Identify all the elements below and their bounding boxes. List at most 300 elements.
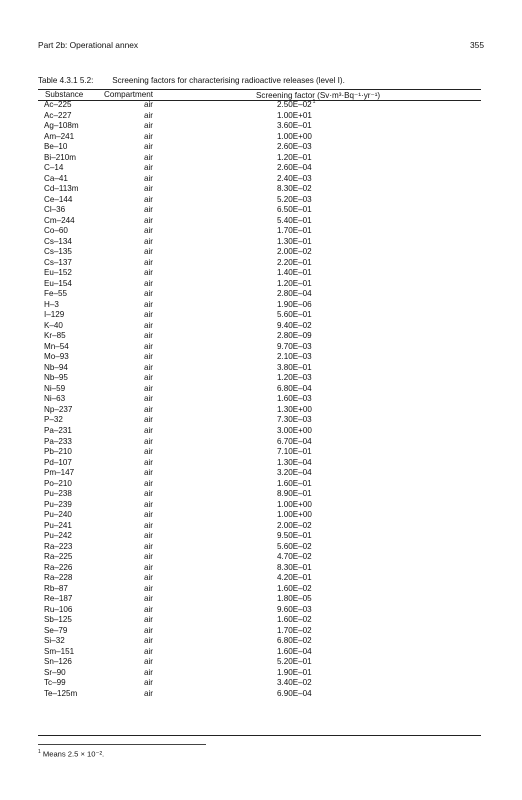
factor-cell (277, 437, 312, 448)
factor-value: 1.20E–01 (277, 278, 312, 288)
factor-value: 1.00E+00 (277, 131, 312, 141)
substance-cell: Sr–90 (44, 667, 66, 677)
factor-cell (277, 563, 312, 574)
table-row (38, 594, 481, 605)
substance-cell: Pu–240 (44, 510, 72, 520)
factor-value: 6.90E–04 (277, 688, 312, 698)
compartment-cell: air (144, 499, 153, 509)
factor-value: 5.60E–02 (277, 541, 312, 551)
compartment-cell: air (144, 173, 153, 183)
factor-value: 2.20E–01 (277, 257, 312, 267)
substance-cell: Se–79 (44, 625, 68, 635)
substance-cell: Ca–41 (44, 173, 68, 183)
factor-cell (277, 163, 312, 174)
substance-cell: Cm–244 (44, 215, 75, 225)
substance-cell: Cd–113m (44, 184, 79, 194)
factor-cell (277, 405, 312, 416)
table-row (38, 279, 481, 290)
factor-value: 6.70E–04 (277, 436, 312, 446)
compartment-cell: air (144, 268, 153, 278)
compartment-cell: air (144, 394, 153, 404)
factor-value: 8.30E–01 (277, 562, 312, 572)
table-row (38, 100, 481, 111)
substance-cell: H–3 (44, 299, 59, 309)
factor-value: 2.60E–03 (277, 142, 312, 152)
compartment-cell: air (144, 415, 153, 425)
substance-cell: Co–60 (44, 226, 68, 236)
compartment-cell: air (144, 247, 153, 257)
compartment-cell: air (144, 142, 153, 152)
factor-cell (277, 573, 312, 584)
substance-cell: Cs–134 (44, 236, 72, 246)
factor-cell (277, 500, 312, 511)
footnote-ref: 1 (312, 99, 316, 105)
factor-value: 4.70E–02 (277, 552, 312, 562)
substance-cell: Ac–225 (44, 100, 72, 109)
factor-value: 9.70E–03 (277, 341, 312, 351)
table-row (38, 342, 481, 353)
factor-value: 4.20E–01 (277, 573, 312, 583)
substance-cell: Pa–233 (44, 436, 72, 446)
factor-value: 2.10E–03 (277, 352, 312, 362)
factor-value: 3.20E–04 (277, 468, 312, 478)
compartment-cell: air (144, 184, 153, 194)
factor-value: 1.60E–02 (277, 615, 312, 625)
factor-value: 3.60E–01 (277, 121, 312, 131)
factor-cell (277, 216, 312, 227)
table-title: Screening factors for characterising radioactive releases (level I). (112, 76, 345, 85)
factor-value: 1.40E–01 (277, 268, 312, 278)
table-row (38, 668, 481, 679)
table-row (38, 500, 481, 511)
table-row (38, 268, 481, 279)
substance-cell: Ni–63 (44, 394, 66, 404)
substance-cell: Pu–239 (44, 499, 72, 509)
factor-cell (277, 426, 312, 437)
factor-cell (277, 542, 312, 553)
factor-cell (277, 468, 312, 479)
factor-value: 1.70E–02 (277, 625, 312, 635)
factor-cell (277, 605, 312, 616)
substance-cell: Eu–152 (44, 268, 72, 278)
factor-value: 7.30E–03 (277, 415, 312, 425)
table-number: Table 4.3.1 5.2: (38, 76, 94, 85)
compartment-cell: air (144, 289, 153, 299)
factor-cell (277, 237, 312, 248)
compartment-cell: air (144, 573, 153, 583)
factor-value: 1.60E–04 (277, 646, 312, 656)
compartment-cell: air (144, 352, 153, 362)
compartment-cell: air (144, 121, 153, 131)
table-row (38, 689, 481, 700)
substance-cell: Nb–94 (44, 362, 68, 372)
compartment-cell: air (144, 373, 153, 383)
column-header-factor: Screening factor (Sv·m³·Bq⁻¹·yr⁻¹) (256, 91, 381, 100)
factor-value: 6.50E–01 (277, 205, 312, 215)
factor-cell (277, 668, 312, 679)
compartment-cell: air (144, 636, 153, 646)
factor-value: 5.40E–01 (277, 215, 312, 225)
factor-cell (277, 289, 312, 300)
compartment-cell: air (144, 110, 153, 120)
factor-value: 2.80E–09 (277, 331, 312, 341)
substance-cell: Nb–95 (44, 373, 68, 383)
factor-value: 3.80E–01 (277, 362, 312, 372)
factor-cell (277, 205, 312, 216)
compartment-cell: air (144, 625, 153, 635)
substance-cell: C–14 (44, 163, 64, 173)
table-row (38, 352, 481, 363)
substance-cell: Cs–135 (44, 247, 72, 257)
compartment-cell: air (144, 657, 153, 667)
table-row (38, 615, 481, 626)
factor-value: 1.00E+01 (277, 110, 312, 120)
compartment-cell: air (144, 541, 153, 551)
table-row (38, 363, 481, 374)
table-header-row (38, 89, 481, 100)
factor-cell (277, 247, 312, 258)
table-row (38, 458, 481, 469)
substance-cell: Sn–126 (44, 657, 72, 667)
column-header-substance: Substance (45, 90, 84, 99)
compartment-cell: air (144, 278, 153, 288)
factor-cell (277, 132, 312, 143)
substance-cell: Ce–144 (44, 194, 73, 204)
substance-cell: Rb–87 (44, 583, 68, 593)
compartment-cell: air (144, 436, 153, 446)
factor-value: 2.40E–03 (277, 173, 312, 183)
factor-cell (277, 195, 312, 206)
factor-cell (277, 310, 312, 321)
table-row (38, 657, 481, 668)
table-row (38, 405, 481, 416)
table-row (38, 426, 481, 437)
table-row (38, 573, 481, 584)
table-row (38, 331, 481, 342)
substance-cell: Ra–226 (44, 562, 73, 572)
substance-cell: Pu–238 (44, 489, 72, 499)
substance-cell: Pa–231 (44, 425, 72, 435)
substance-cell: Mn–54 (44, 341, 69, 351)
factor-value: 1.30E–04 (277, 457, 312, 467)
compartment-cell: air (144, 226, 153, 236)
page-number: 355 (470, 40, 484, 50)
factor-value: 6.80E–04 (277, 383, 312, 393)
substance-cell: Np–237 (44, 404, 73, 414)
running-title: Part 2b: Operational annex (38, 40, 139, 50)
factor-cell (277, 489, 312, 500)
table-row (38, 142, 481, 153)
factor-cell (277, 384, 312, 395)
factor-value: 5.20E–03 (277, 194, 312, 204)
factor-cell (277, 226, 312, 237)
factor-value: 1.90E–01 (277, 667, 312, 677)
table-row (38, 489, 481, 500)
compartment-cell: air (144, 604, 153, 614)
compartment-cell: air (144, 362, 153, 372)
compartment-cell: air (144, 299, 153, 309)
compartment-cell: air (144, 331, 153, 341)
factor-cell (277, 415, 312, 426)
table-row (38, 447, 481, 458)
factor-cell (277, 258, 312, 269)
factor-cell (277, 647, 312, 658)
substance-cell: Tc–99 (44, 678, 66, 688)
substance-cell: Ru–106 (44, 604, 73, 614)
substance-cell: Pu–241 (44, 520, 72, 530)
table-body (38, 100, 481, 699)
compartment-cell: air (144, 205, 153, 215)
substance-cell: Fe–55 (44, 289, 67, 299)
factor-value: 1.30E–01 (277, 236, 312, 246)
substance-cell: Cl–36 (44, 205, 66, 215)
factor-value: 2.60E–04 (277, 163, 312, 173)
factor-cell (277, 521, 312, 532)
table-row (38, 563, 481, 574)
substance-cell: Kr–85 (44, 331, 66, 341)
substance-cell: Eu–154 (44, 278, 72, 288)
table-row (38, 111, 481, 122)
compartment-cell: air (144, 194, 153, 204)
compartment-cell: air (144, 163, 153, 173)
table-row (38, 678, 481, 689)
substance-cell: Ra–225 (44, 552, 73, 562)
table-caption (38, 76, 345, 85)
factor-cell (277, 615, 312, 626)
table-row (38, 237, 481, 248)
compartment-cell: air (144, 667, 153, 677)
factor-cell (277, 510, 312, 521)
factor-value: 8.30E–02 (277, 184, 312, 194)
footnote-rule (38, 744, 206, 745)
factor-value: 1.60E–02 (277, 583, 312, 593)
table-row (38, 626, 481, 637)
compartment-cell: air (144, 447, 153, 457)
factor-cell (277, 300, 312, 311)
factor-cell (277, 689, 312, 700)
table-row (38, 289, 481, 300)
factor-cell (277, 352, 312, 363)
factor-cell (277, 174, 312, 185)
factor-value: 2.00E–02 (277, 520, 312, 530)
factor-value: 9.50E–01 (277, 531, 312, 541)
table-row (38, 300, 481, 311)
compartment-cell: air (144, 404, 153, 414)
substance-cell: Po–210 (44, 478, 72, 488)
substance-cell: Si–32 (44, 636, 65, 646)
table-row (38, 174, 481, 185)
compartment-cell: air (144, 583, 153, 593)
table-row (38, 531, 481, 542)
factor-value: 1.00E+00 (277, 510, 312, 520)
table-row (38, 132, 481, 143)
footnote (38, 749, 104, 759)
compartment-cell: air (144, 688, 153, 698)
substance-cell: P–32 (44, 415, 63, 425)
table-row (38, 195, 481, 206)
compartment-cell: air (144, 646, 153, 656)
compartment-cell: air (144, 520, 153, 530)
factor-cell (277, 594, 312, 605)
substance-cell: Sm–151 (44, 646, 75, 656)
factor-value: 2.00E–02 (277, 247, 312, 257)
factor-cell (277, 626, 312, 637)
page-header (38, 40, 484, 54)
compartment-cell: air (144, 100, 153, 109)
compartment-cell: air (144, 152, 153, 162)
substance-cell: Cs–137 (44, 257, 72, 267)
compartment-cell: air (144, 320, 153, 330)
table-row (38, 184, 481, 195)
table-row (38, 205, 481, 216)
factor-value: 3.00E+00 (277, 425, 312, 435)
factor-value: 1.30E+00 (277, 404, 312, 414)
footnote-text: Means 2.5 × 10⁻². (42, 749, 105, 759)
table-row (38, 310, 481, 321)
compartment-cell: air (144, 489, 153, 499)
substance-cell: Mo–93 (44, 352, 69, 362)
compartment-cell: air (144, 310, 153, 320)
compartment-cell: air (144, 562, 153, 572)
factor-cell (277, 153, 312, 164)
table-row (38, 605, 481, 616)
factor-cell (277, 121, 312, 132)
factor-value: 1.20E–01 (277, 152, 312, 162)
table-row (38, 510, 481, 521)
factor-value: 7.10E–01 (277, 447, 312, 457)
compartment-cell: air (144, 531, 153, 541)
factor-cell (277, 678, 312, 689)
table-row (38, 468, 481, 479)
compartment-cell: air (144, 510, 153, 520)
substance-cell: Pm–147 (44, 468, 75, 478)
compartment-cell: air (144, 457, 153, 467)
factor-cell (277, 394, 312, 405)
table-row (38, 321, 481, 332)
factor-cell (277, 636, 312, 647)
table-row (38, 415, 481, 426)
table-row (38, 373, 481, 384)
substance-cell: Ag–108m (44, 121, 79, 131)
compartment-cell: air (144, 425, 153, 435)
compartment-cell: air (144, 594, 153, 604)
table-row (38, 636, 481, 647)
table-bottom-rule (38, 735, 481, 736)
column-header-compartment: Compartment (104, 90, 154, 99)
factor-cell (277, 584, 312, 595)
table-row (38, 542, 481, 553)
factor-cell (277, 111, 312, 122)
table-row (38, 121, 481, 132)
substance-cell: Bi–210m (44, 152, 76, 162)
substance-cell: Te–125m (44, 688, 78, 698)
factor-cell (277, 331, 312, 342)
compartment-cell: air (144, 468, 153, 478)
factor-cell (277, 657, 312, 668)
table-row (38, 216, 481, 227)
factor-value: 1.90E–06 (277, 299, 312, 309)
substance-cell: K–40 (44, 320, 63, 330)
factor-value: 3.40E–02 (277, 678, 312, 688)
table-row (38, 479, 481, 490)
factor-value: 1.60E–01 (277, 478, 312, 488)
factor-cell (277, 279, 312, 290)
substance-cell: I–129 (44, 310, 65, 320)
compartment-cell: air (144, 478, 153, 488)
substance-cell: Sb–125 (44, 615, 72, 625)
compartment-cell: air (144, 341, 153, 351)
table-row (38, 552, 481, 563)
substance-cell: Ni–59 (44, 383, 66, 393)
factor-value: 2.50E–02 (277, 100, 312, 109)
factor-cell (277, 531, 312, 542)
substance-cell: Pb–210 (44, 447, 72, 457)
factor-value: 6.80E–02 (277, 636, 312, 646)
factor-cell (277, 363, 312, 374)
footnote-mark: 1 (38, 749, 41, 755)
factor-value: 1.70E–01 (277, 226, 312, 236)
table-row (38, 258, 481, 269)
compartment-cell: air (144, 552, 153, 562)
table-row (38, 153, 481, 164)
table-row (38, 384, 481, 395)
substance-cell: Ra–228 (44, 573, 73, 583)
compartment-cell: air (144, 383, 153, 393)
substance-cell: Re–187 (44, 594, 73, 604)
substance-cell: Ac–227 (44, 110, 72, 120)
factor-cell (277, 447, 312, 458)
factor-value: 1.20E–03 (277, 373, 312, 383)
compartment-cell: air (144, 131, 153, 141)
factor-value: 8.90E–01 (277, 489, 312, 499)
factor-value: 2.80E–04 (277, 289, 312, 299)
factor-cell (277, 184, 312, 195)
compartment-cell: air (144, 678, 153, 688)
factor-value: 9.40E–02 (277, 320, 312, 330)
factor-value: 1.00E+00 (277, 499, 312, 509)
substance-cell: Be–10 (44, 142, 68, 152)
factor-value: 5.20E–01 (277, 657, 312, 667)
factor-cell (277, 552, 312, 563)
compartment-cell: air (144, 257, 153, 267)
factor-value: 1.60E–03 (277, 394, 312, 404)
table-row (38, 584, 481, 595)
table-row (38, 247, 481, 258)
factor-value: 5.60E–01 (277, 310, 312, 320)
substance-cell: Pd–107 (44, 457, 72, 467)
factor-value: 9.60E–03 (277, 604, 312, 614)
factor-cell (277, 342, 312, 353)
factor-value: 1.80E–05 (277, 594, 312, 604)
table-row (38, 437, 481, 448)
factor-cell (277, 373, 312, 384)
table-row (38, 163, 481, 174)
compartment-cell: air (144, 215, 153, 225)
table-row (38, 394, 481, 405)
table-row (38, 521, 481, 532)
factor-cell (277, 268, 312, 279)
factor-cell (277, 142, 312, 153)
factor-cell (277, 479, 312, 490)
table-row (38, 226, 481, 237)
substance-cell: Ra–223 (44, 541, 73, 551)
factor-cell (277, 321, 312, 332)
substance-cell: Am–241 (44, 131, 75, 141)
factor-cell (277, 458, 312, 469)
compartment-cell: air (144, 615, 153, 625)
compartment-cell: air (144, 236, 153, 246)
table-row (38, 647, 481, 658)
